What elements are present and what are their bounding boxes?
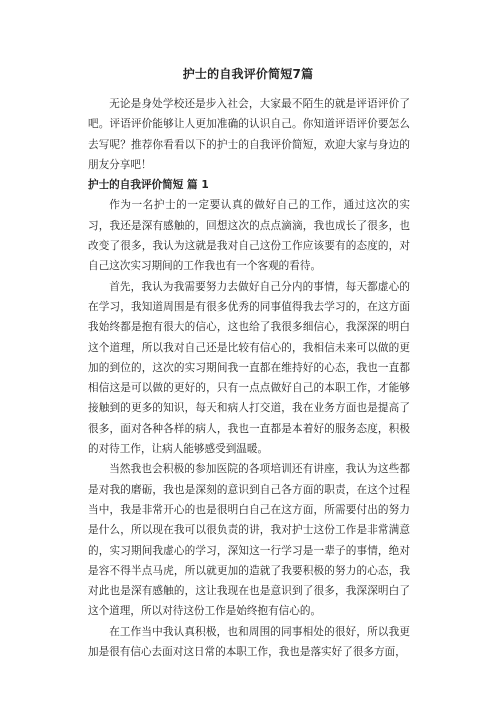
section-heading: 护士的自我评价简短 篇 1: [88, 179, 209, 192]
body-paragraph-3: 当然我也会积极的参加医院的各项培训还有讲座，我认为这些都是对我的磨砺，我也是深刻的意识到自己各方面的职责，在这个过程当中，我是非常开心的也是很明白自己在这方面，所需要付出的努力是什么，所以现在我可以很负责的讲，我对护士这份工作是非常满意的，实习期间我虚心的学习，深知这一行学习是一辈子的事情，绝对是容不得半点马虎，所以就更加的造就了我要积极的努力的心态，我对此也是深有感触的，这让我现在也是意识到了很多，我深深明白了这个道理，所以对待这份工作是始终抱有信心的。: [88, 463, 410, 618]
intro-paragraph: 无论是身处学校还是步入社会，大家最不陌生的就是评语评价了吧。评语评价能够让人更加准确的认识自己。你知道评语评价要怎么去写呢？推荐你看看以下的护士的自我评价简短，欢迎大家与身边的朋友分享吧！: [88, 98, 410, 171]
document-title: 护士的自我评价简短7篇: [182, 67, 314, 81]
body-paragraph-1: 作为一名护士的一定要认真的做好自己的工作，通过这次的实习，我还是深有感触的，回想这次的点点滴滴，我也成长了很多，也改变了很多，我认为这就是我对自己这份工作应该要有的态度的，对自己这次实习期间的工作我也有一个客观的看待。: [88, 199, 410, 273]
document-body: [88, 94, 410, 662]
body-paragraph-2: 首先，我认为我需要努力去做好自己分内的事情，每天都虚心的在学习，我知道周围是有很多优秀的同事值得我去学习的，在这方面我始终都是抱有很大的信心，这也给了我很多细信心，我深深的明白这个道理，所以我对自己还是比较有信心的，我相信未来可以做的更加的到位的，这次的实习期间我一直都在维持好的心态，我也一直都相信这是可以做的更好的，只有一点点做好自己的本职工作，才能够接触到的更多的知识，每天和病人打交道，我在业务方面也是提高了很多，面对各种各样的病人，我也一直都是本着好的服务态度，积极的对待工作，让病人能够感受到温暖。: [88, 280, 410, 456]
body-paragraph-4: 在工作当中我认真积极，也和周围的同事相处的很好，所以我更加是很有信心去面对这日常的本职工作，我也是落实好了很多方面，: [88, 625, 410, 659]
